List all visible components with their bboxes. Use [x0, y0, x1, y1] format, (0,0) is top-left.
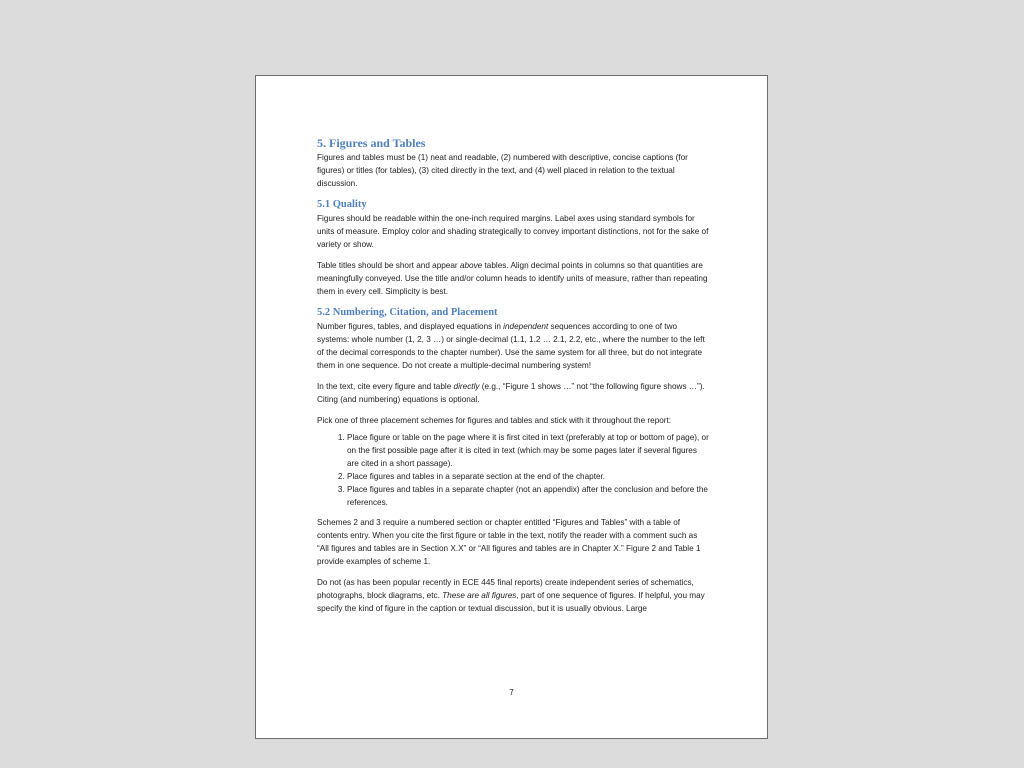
text-run: tables. Align decimal points in columns so that quantities are meaningfully conveyed. Use the title and/or column heads to identify units of measure, rather than repeating them in every cell. Simplicity is best. [317, 261, 708, 296]
page-number: 7 [509, 688, 514, 697]
list-item: 2. Place figures and tables in a separate section at the end of the chapter. [347, 470, 709, 483]
placement-schemes-list [317, 431, 709, 509]
emphasis-text: These are all figures [442, 591, 517, 600]
paragraph [317, 380, 709, 406]
text-run: sequences according to one of two systems: whole number (1, 2, 3 …) or single-decimal (1.1, 1.2 … 2.1, 2.2, etc., where the number to the left of the decimal corresponds to the chapter number). Use the same system for all three, but do not integrate them in one sequence. Do not create a multiple-decimal numbering system! [317, 322, 705, 370]
paragraph: Schemes 2 and 3 require a numbered section or chapter entitled “Figures and Tables” with a table of contents entry. When you cite the first figure or table in the text, notify the reader with a comment such as “All figures and tables are in Section X.X” or “All figures and tables are in Chapter X.” Figure 2 and Table 1 provide examples of scheme 1. [317, 518, 701, 566]
page-content [317, 136, 709, 623]
paragraph [317, 320, 709, 372]
emphasis-text: independent [503, 322, 549, 331]
text-run: (e.g., “Figure 1 shows …” not “the following figure shows …”). Citing (and numbering) equations is optional. [317, 382, 705, 404]
paragraph: Pick one of three placement schemes for figures and tables and stick with it throughout the report: [317, 416, 672, 425]
emphasis-text: above [459, 261, 483, 270]
paragraph [317, 576, 709, 615]
document-page [255, 75, 768, 739]
text-run: Do not (as has been popular recently in ECE 445 final reports) create independent series of schematics, photographs, block diagrams, etc. [317, 578, 694, 600]
text-run: Table titles should be short and appear [317, 261, 460, 270]
subsection-heading-numbering: 5.2 Numbering, Citation, and Placement [317, 307, 498, 318]
paragraph [317, 259, 709, 298]
paragraph: Figures and tables must be (1) neat and readable, (2) numbered with descriptive, concise captions (for figures) or titles (for tables), (3) cited directly in the text, and (4) well placed in relation to the textual discussion. [317, 153, 688, 188]
text-run: In the text, cite every figure and table [317, 382, 454, 391]
text-run: Number figures, tables, and displayed equations in [317, 322, 504, 331]
emphasis-text: directly [453, 382, 480, 391]
text-run: , part of one sequence of figures. If helpful, you may specify the kind of figure in the caption or textual discussion, but it is usually obvious. Large [317, 591, 705, 613]
list-item: 1. Place figure or table on the page where it is first cited in text (preferably at top or bottom of page), or on the first possible page after it is cited in text (which may be some pages later if several figures are cited in a short passage). [347, 431, 709, 470]
subsection-heading-quality: 5.1 Quality [317, 199, 367, 210]
list-item: 3. Place figures and tables in a separate chapter (not an appendix) after the conclusion and before the references. [347, 483, 709, 509]
section-heading-figures-and-tables: 5. Figures and Tables [317, 136, 426, 150]
paragraph: Figures should be readable within the one-inch required margins. Label axes using standard symbols for units of measure. Employ color and shading strategically to convey important distinctions, not for the sake of variety or show. [317, 214, 709, 249]
